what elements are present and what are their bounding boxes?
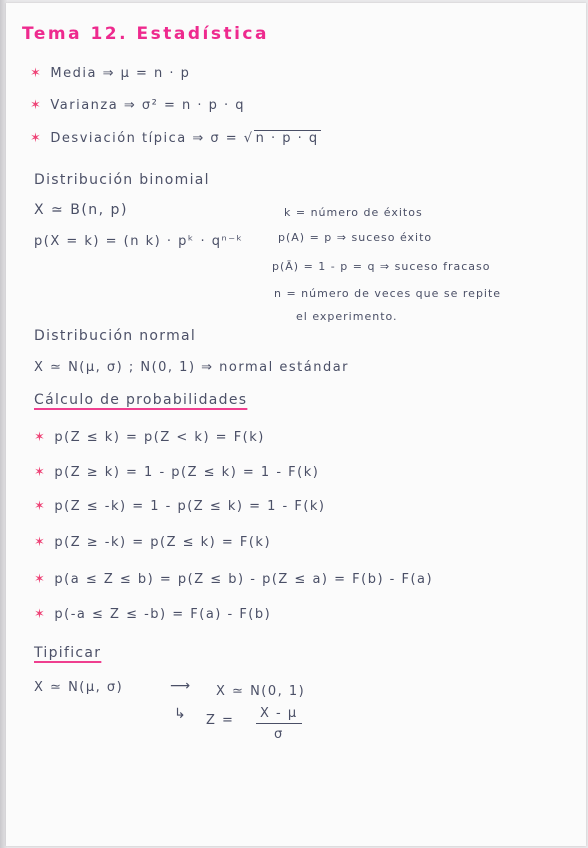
tipificar-heading: Tipificar (34, 645, 102, 661)
normal-notation: X ≃ N(μ, σ) ; N(0, 1) ⇒ normal estándar (34, 360, 350, 375)
bullet-icon: ✶ (34, 607, 47, 622)
page-title: Tema 12. Estadística (22, 24, 269, 44)
rule-4 (34, 535, 271, 550)
z-numerator: X - μ (256, 706, 302, 724)
bullet-icon: ✶ (34, 430, 47, 445)
formula-varianza (30, 98, 245, 113)
bullet-icon: ✶ (30, 98, 43, 113)
normal-heading: Distribución normal (34, 328, 197, 344)
z-fraction (256, 706, 302, 742)
rule-text: p(Z ≤ k) = p(Z < k) = F(k) (54, 430, 265, 445)
legend-n: n = número de veces que se repite (274, 287, 502, 300)
rule-text: p(Z ≥ -k) = p(Z ≤ k) = F(k) (54, 535, 272, 550)
legend-n-cont: el experimento. (296, 310, 398, 323)
bullet-icon: ✶ (30, 131, 43, 146)
bullet-icon: ✶ (34, 572, 47, 587)
binomial-prob-formula: p(X = k) = (n k) · pᵏ · qⁿ⁻ᵏ (34, 234, 244, 249)
formula-desviacion (30, 131, 321, 146)
legend-k: k = número de éxitos (284, 206, 423, 219)
tipificar-to: X ≃ N(0, 1) (216, 684, 306, 699)
rule-3 (34, 499, 326, 514)
formula-media-text: Media ⇒ μ = n · p (50, 66, 191, 81)
bullet-icon: ✶ (34, 535, 47, 550)
rule-text: p(Z ≥ k) = 1 - p(Z ≤ k) = 1 - F(k) (54, 465, 320, 480)
binomial-notation: X ≃ B(n, p) (34, 202, 128, 218)
rule-5 (34, 572, 433, 587)
rule-6 (34, 607, 271, 622)
bullet-icon: ✶ (34, 499, 47, 514)
bullet-icon: ✶ (34, 465, 47, 480)
formula-desviacion-root: n · p · q (255, 131, 319, 146)
tipificar-from: X ≃ N(μ, σ) (34, 680, 124, 695)
legend-pAbar: p(Ā) = 1 - p = q ⇒ suceso fracaso (272, 260, 491, 273)
rule-text: p(Z ≤ -k) = 1 - p(Z ≤ k) = 1 - F(k) (54, 499, 326, 514)
binomial-heading: Distribución binomial (34, 172, 210, 188)
bullet-icon: ✶ (30, 66, 43, 81)
legend-pA: p(A) = p ⇒ suceso éxito (278, 231, 433, 244)
z-denominator: σ (273, 727, 284, 742)
rule-1 (34, 430, 265, 445)
formula-media (30, 66, 190, 81)
rule-2 (34, 465, 319, 480)
arrow-right-icon: ⟶ (170, 678, 192, 694)
sqrt-icon: √ (243, 131, 254, 146)
hook-arrow-icon: ↳ (174, 706, 188, 722)
rule-text: p(-a ≤ Z ≤ -b) = F(a) - F(b) (54, 607, 272, 622)
rule-text: p(a ≤ Z ≤ b) = p(Z ≤ b) - p(Z ≤ a) = F(b) - F(a) (54, 572, 434, 587)
formula-varianza-text: Varianza ⇒ σ² = n · p · q (50, 98, 246, 113)
calculo-heading: Cálculo de probabilidades (34, 392, 248, 408)
z-label: Z = (206, 713, 235, 728)
formula-desviacion-label: Desviación típica ⇒ σ = (50, 131, 244, 146)
